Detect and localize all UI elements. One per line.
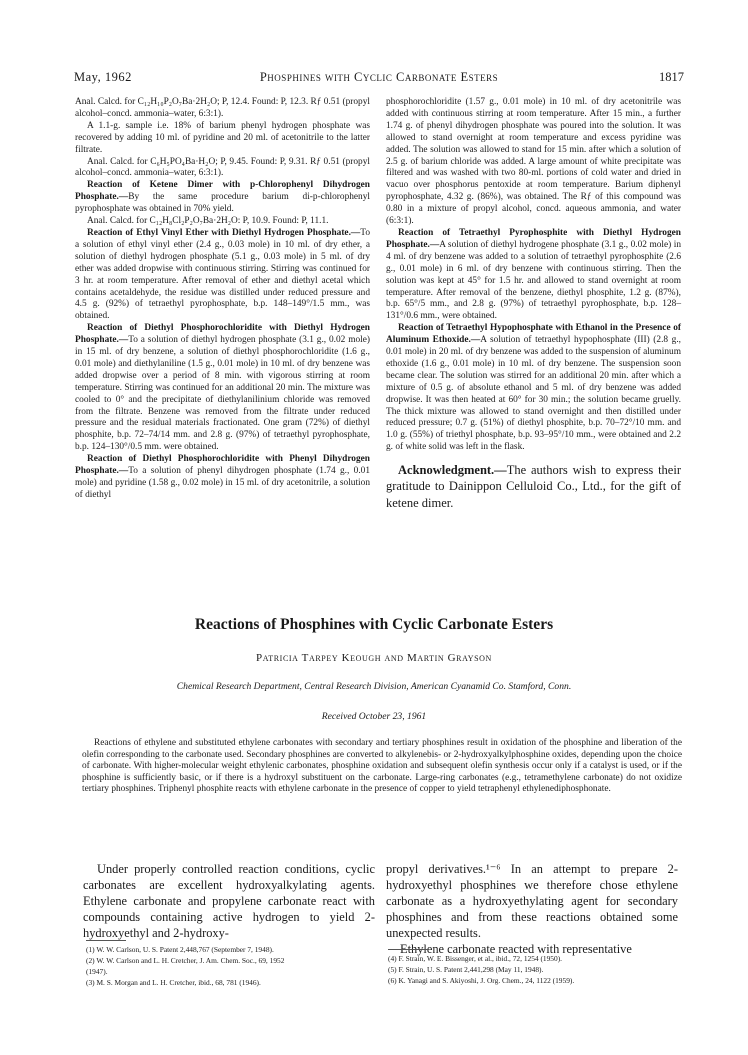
paragraph: Reaction of Ketene Dimer with p-Chlorophenyl Dihydrogen Phosphate.—By the same procedure barium di-p-chlorophenyl pyrophosphate was obtained in 70% yield. (75, 180, 370, 215)
right-experimental-column (386, 97, 681, 511)
running-title: Phosphines with Cyclic Carbonate Esters (259, 70, 499, 84)
footnote-rule (86, 940, 126, 941)
paragraph: Anal. Calcd. for C₁₂H₁₀P₂O₇Ba·2H₂O; P, 12.4. Found: P, 12.3. Rƒ 0.51 (propyl alcohol–concd. ammonia–water, 6:3:1). (75, 97, 370, 119)
footnote: (6) K. Yanagi and S. Akiyoshi, J. Org. Chem., 24, 1122 (1959). (388, 976, 575, 986)
abstract-text: Reactions of ethylene and substituted ethylene carbonates with secondary and tertiary phosphines result in oxidation of the phosphine and liberation of the olefin corresponding to the carbonate used. Secondary phosphines are converted to alkylenebis- or 2-hydroxyalkylphosphine oxides, depending upon the choice of carbonate. With higher-molecular weight ethylenic carbonates, phosphine oxidation and subsequent olefin synthesis occur only if a catalyst is used, or if the phosphine is sufficiently basic, or if there is a hydroxyl substituent on the carbonate. Large-ring carbonates (e.g., tetramethylene carbonate) do not oxidize tertiary phosphines. Triphenyl phosphite reacts with ethylene carbonate in the presence of copper to yield tetraphenyl ethylenediphosphonate. (82, 738, 682, 794)
issue-date: May, 1962 (74, 70, 132, 84)
footnote-rule (388, 949, 428, 950)
body-left-column (83, 861, 375, 941)
received-date: Received October 23, 1961 (321, 711, 427, 722)
paragraph: Reaction of Diethyl Phosphorochloridite with Diethyl Hydrogen Phosphate.—To a solution of diethyl hydrogen phosphate (3.1 g., 0.02 mole) in 15 ml. of dry benzene, a solution of diethyl phosphorochloridite (1.6 g., 0.01 mole) and diethylaniline (1.5 g., 0.01 mole) in 10 ml. of dry benzene was added dropwise over a period of 8 min. with vigorous stirring at room temperature. Stirring was continued for an additional 20 min. The mixture was cooled to 0° and the precipitate of diethylanilinium chloride was removed from the filtrate. Benzene was removed from the filtrate under reduced pressure and the residual materials fractionated. One gram (72%) of diethyl phosphite, b.p. 72–74/14 mm. and 2.8 g. (97%) of tetraethyl pyrophosphate, b.p. 124–130°/0.5 mm. were obtained. (75, 323, 370, 453)
paragraph: Anal. Calcd. for C₆H₅PO₄Ba·H₂O; P, 9.45. Found: P, 9.31. Rƒ 0.51 (propyl alcohol–concd. ammonia–water, 6:3:1). (75, 156, 370, 179)
footnote: (1947). (86, 967, 108, 977)
paragraph: Under properly controlled reaction conditions, cyclic carbonates are excellent hydroxyalkylating agents. Ethylene carbonate and propylene carbonate react with compounds containing active hydrogen to yield 2-hydroxyethyl and 2-hydroxy- (83, 862, 375, 941)
footnote: (3) M. S. Morgan and L. H. Cretcher, ibid., 68, 781 (1946). (86, 978, 261, 988)
footnote: (1) W. W. Carlson, U. S. Patent 2,448,767 (September 7, 1948). (86, 945, 274, 954)
paragraph: Reaction of Tetraethyl Hypophosphate with Ethanol in the Presence of Aluminum Ethoxide.—A solution of tetraethyl hypophosphate (III) (2.8 g., 0.01 mole) in 20 ml. of dry benzene was added to the suspension of aluminum ethoxide (1.6 g., 0.01 mole) in 10 ml. of dry benzene. The suspension soon became clear. The solution was stirred for an additional 20 min. after which a mixture of 0.5 g. of absolute ethanol and 5 ml. of dry benzene was added dropwise. It was then heated at 60° for 30 min.; the solution became gruelly. The thick mixture was allowed to stand overnight and then distilled under reduced pressure; 0.7 g. (51%) of diethyl phosphite, b.p. 70–72°/10 mm. and 1.0 g. (55%) of triethyl phosphate, b.p. 93–95°/10 mm., were obtained and 2.2 g. of white solid was left in the flask. (386, 323, 682, 453)
footnote: (2) W. W. Carlson and L. H. Cretcher, J. Am. Chem. Soc., 69, 1952 (86, 956, 285, 966)
footnote: (4) F. Strain, W. E. Bissenger, et al., ibid., 72, 1254 (1950). (388, 954, 563, 963)
footnote: (5) F. Strain, U. S. Patent 2,441,298 (May 11, 1948). (388, 965, 544, 975)
abstract (82, 738, 682, 796)
body-right-column (386, 861, 678, 958)
left-experimental-column (75, 97, 370, 502)
paragraph: Ethylene carbonate reacted with representative (400, 942, 632, 957)
footnotes-right (388, 953, 680, 986)
paragraph: propyl derivatives.¹⁻⁶ In an attempt to prepare 2-hydroxyethyl phosphines we therefore chose ethylene carbonate as a hydroxyethylating agent for secondary phosphines and from these reactions obtained some unexpected results. (386, 862, 678, 941)
article-authors: Patricia Tarpey Keough and Martin Grayson (256, 652, 492, 664)
acknowledgment: Acknowledgment.—The authors wish to express their gratitude to Dainippon Celluloid Co., Ltd., for the gift of ketene dimer. (386, 463, 681, 510)
paragraph: Anal. Calcd. for C₁₂H₈Cl₂P₂O₇Ba·2H₂O: P, 10.9. Found: P, 11.1. (87, 216, 329, 227)
paragraph: Reaction of Tetraethyl Pyrophosphite with Diethyl Hydrogen Phosphate.—A solution of diethyl hydrogene phosphate (3.1 g., 0.02 mole) in 4 ml. of dry benzene was added to a solution of tetraethyl pyrophosphite (2.6 g., 0.01 mole) in 6 ml. of dry benzene with continuous stirring. Then the solution was kept at 45° for 1.5 hr. and allowed to stand overnight at room temperature. After removal of the benzene, diethyl phosphite, 1.2 g. (87%), b.p. 65°/5 mm., and 2.8 g. (97%) of tetraethyl pyrophosphate, b.p. 128–131°/0.6 mm., were obtained. (386, 227, 681, 322)
article-title: Reactions of Phosphines with Cyclic Carbonate Esters (194, 616, 554, 633)
paragraph: Reaction of Ethyl Vinyl Ether with Diethyl Hydrogen Phosphate.—To a solution of ethyl vinyl ether (2.4 g., 0.03 mole) in 10 ml. of dry ether, a solution of diethyl hydrogen phosphate (5.1 g., 0.03 mole) in 5 ml. of dry ether was added dropwise with continuous stirring. Stirring was continued for 3 hr. at room temperature. After removal of ether and diethyl acetal which contains acetaldehyde, the residue was distilled under reduced pressure and 4.5 g. (92%) of tetraethyl pyrophosphate, b.p. 148–149°/1.5 mm., was obtained. (75, 227, 370, 322)
affiliation: Chemical Research Department, Central Research Division, American Cyanamid Co. Stamford, Conn. (176, 681, 572, 692)
paragraph: A 1.1-g. sample i.e. 18% of barium phenyl hydrogen phosphate was recovered by adding 10 ml. of pyridine and 20 ml. of acetonitrile to the latter filtrate. (75, 120, 370, 155)
paragraph: Reaction of Diethyl Phosphorochloridite with Phenyl Dihydrogen Phosphate.—To a solution of phenyl dihydrogen phosphate (1.74 g., 0.01 mole) and pyridine (1.58 g., 0.02 mole) in 15 ml. of dry acetonitrile, a solution of diethyl (75, 454, 370, 500)
paragraph: phosphorochloridite (1.57 g., 0.01 mole) in 10 ml. of dry acetonitrile was added with continuous stirring at room temperature. After 15 min., a further 1.74 g. of phenyl dihydrogen phosphate was poured into the solution. It was allowed to stand overnight at room temperature and excess pyridine was added. The solution was allowed to stand for 15 min. after which a solution of 2.5 g. of barium chloride was added. A large amount of white precipitate was filtered and was washed with two 80-ml. portions of cold water and dried in vacuo over phosphorus pentoxide at room temperature. Barium diphenyl pyrophosphate, 4.32 g. (86%), was obtained. The Rƒ of this compound was 0.80 in a mixture of propyl alcohol, concd. aqueous ammonia, and water (6:3:1). (386, 97, 681, 227)
running-head (74, 70, 684, 88)
page-number: 1817 (659, 70, 684, 84)
footnotes-left (86, 944, 378, 988)
